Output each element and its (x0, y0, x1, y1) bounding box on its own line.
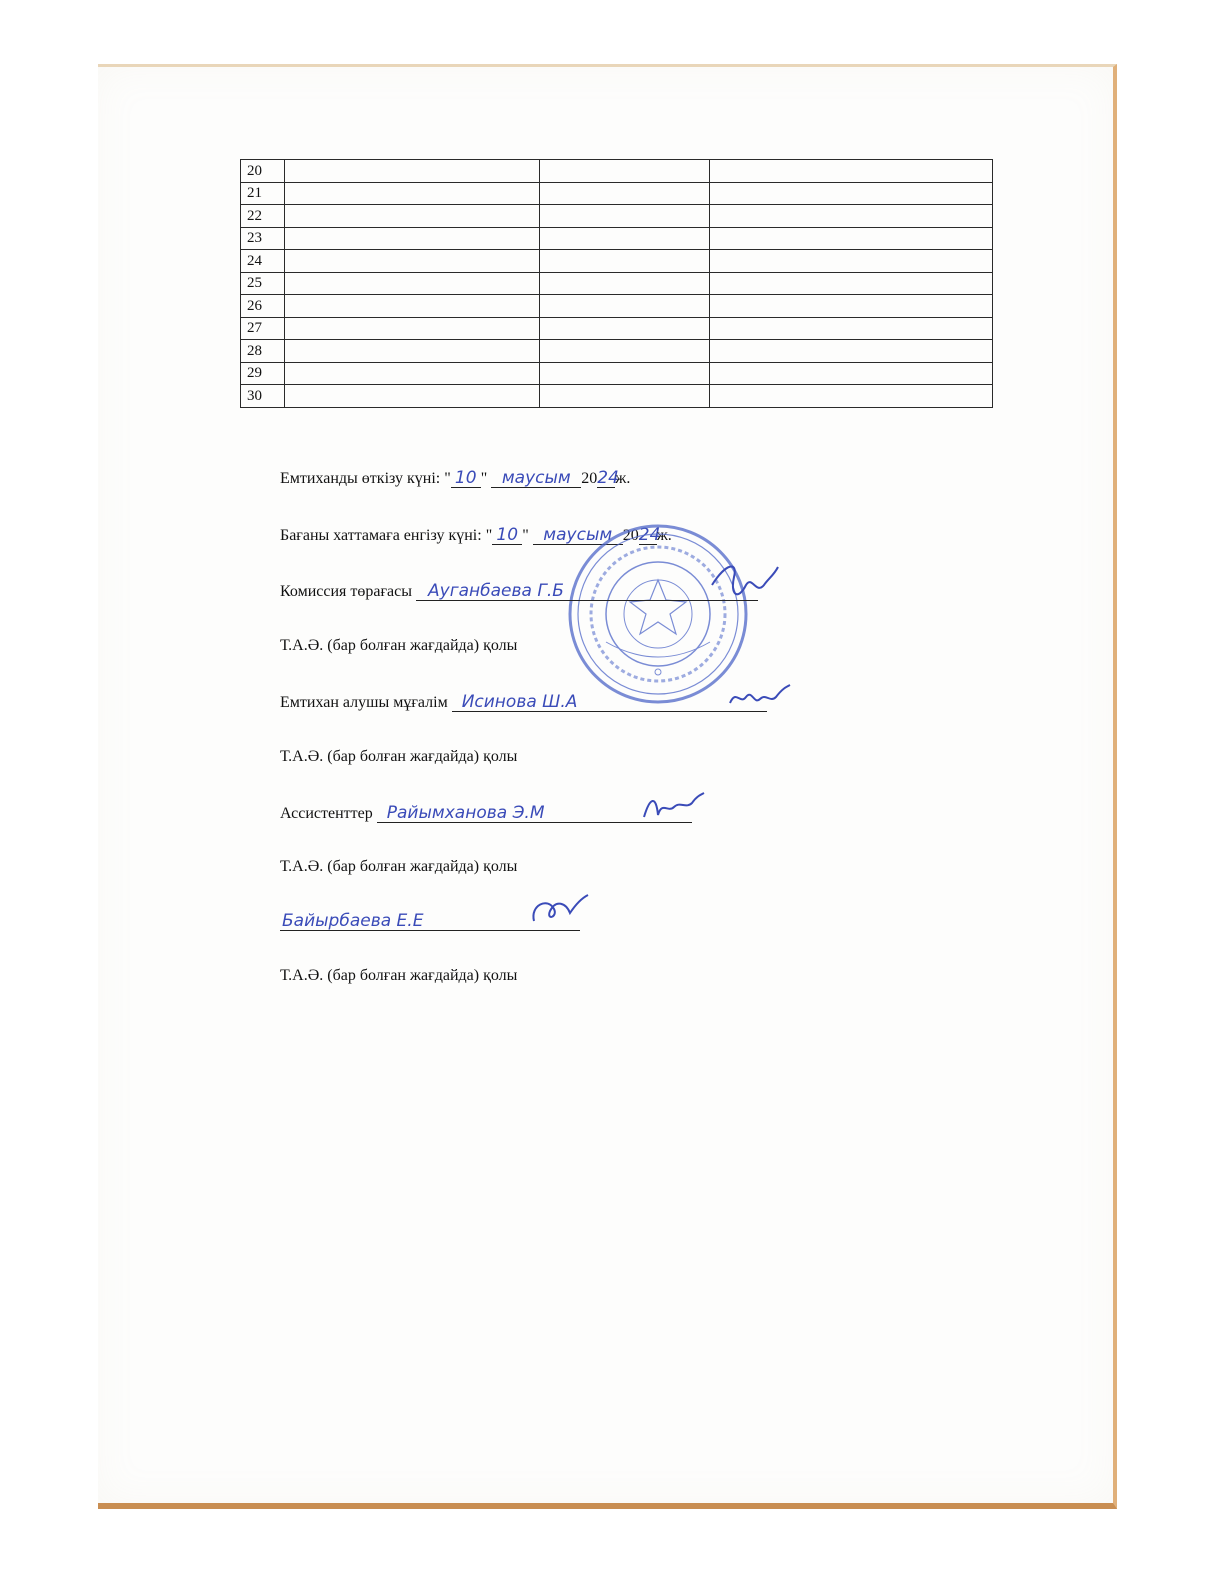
table-cell (285, 227, 540, 250)
table-cell (285, 182, 540, 205)
row-number: 28 (241, 340, 285, 363)
assistants-line: Ассистенттер Райымханова Э.М (280, 804, 692, 823)
paper-sheet (98, 64, 1117, 1509)
assistants-caption: Т.А.Ә. (бар болған жағдайда) қолы (280, 858, 518, 875)
row-number: 20 (241, 160, 285, 183)
assistant2-signature-icon (526, 887, 596, 935)
row-number: 29 (241, 362, 285, 385)
exam-date-line: Емтиханды өткізу күні: " 10 " маусым 2024ж. (280, 468, 631, 488)
assistants-name-handwritten: Райымханова Э.М (377, 804, 692, 823)
table-cell (540, 295, 710, 318)
teacher-line: Емтихан алушы мұғалім Исинова Ш.А (280, 693, 767, 712)
table-cell (540, 160, 710, 183)
table-row (241, 317, 993, 340)
table-cell (540, 205, 710, 228)
teacher-name-handwritten: Исинова Ш.А (452, 693, 767, 712)
chair-caption: Т.А.Ә. (бар болған жағдайда) қолы (280, 637, 518, 654)
entry-day-handwritten: 10 (492, 526, 522, 545)
grades-table (240, 159, 993, 408)
row-number: 25 (241, 272, 285, 295)
table-cell (710, 182, 993, 205)
row-number: 24 (241, 250, 285, 273)
teacher-signature-icon (726, 679, 796, 715)
table-cell (285, 385, 540, 408)
table-cell (540, 227, 710, 250)
entry-date-line: Бағаны хаттамаға енгізу күні: " 10 " маусым 2024ж. (280, 525, 672, 545)
table-cell (285, 362, 540, 385)
chair-signature-icon (708, 555, 783, 610)
row-number: 26 (241, 295, 285, 318)
table-cell (540, 272, 710, 295)
exam-day-handwritten: 10 (451, 469, 481, 488)
table-cell (285, 250, 540, 273)
row-number: 30 (241, 385, 285, 408)
teacher-caption: Т.А.Ә. (бар болған жағдайда) қолы (280, 748, 518, 765)
table-row (241, 295, 993, 318)
table-row (241, 340, 993, 363)
table-cell (710, 205, 993, 228)
table-cell (540, 250, 710, 273)
chair-line: Комиссия төрағасы Ауганбаева Г.Б (280, 582, 758, 601)
table-cell (285, 295, 540, 318)
table-cell (710, 227, 993, 250)
table-row (241, 250, 993, 273)
table-cell (710, 340, 993, 363)
table-row (241, 385, 993, 408)
table-cell (710, 250, 993, 273)
table-cell (710, 160, 993, 183)
row-number: 27 (241, 317, 285, 340)
assistant-signature-icon (638, 787, 708, 827)
table-cell (710, 272, 993, 295)
table-cell (285, 205, 540, 228)
table-cell (540, 385, 710, 408)
table-row (241, 272, 993, 295)
table-cell (540, 340, 710, 363)
exam-month-handwritten: маусым (491, 469, 581, 488)
row-number: 23 (241, 227, 285, 250)
table-cell (285, 160, 540, 183)
table-row (241, 160, 993, 183)
chair-name-handwritten: Ауганбаева Г.Б (416, 582, 758, 601)
entry-year-handwritten: 24 (638, 525, 661, 545)
table-row (241, 362, 993, 385)
table-cell (285, 272, 540, 295)
table-cell (710, 362, 993, 385)
table-cell (285, 317, 540, 340)
entry-month-handwritten: маусым (533, 526, 623, 545)
table-cell (710, 385, 993, 408)
table-cell (540, 182, 710, 205)
table-cell (540, 317, 710, 340)
table-row (241, 227, 993, 250)
table-row (241, 182, 993, 205)
table-cell (710, 317, 993, 340)
official-seal-icon (566, 522, 750, 706)
assistant2-name-handwritten: Байырбаева Е.Е (280, 912, 580, 931)
table-cell (710, 295, 993, 318)
row-number: 21 (241, 182, 285, 205)
exam-year-handwritten: 24 (597, 468, 619, 488)
assistant2-caption: Т.А.Ә. (бар болған жағдайда) қолы (280, 967, 518, 984)
table-cell (285, 340, 540, 363)
table-row (241, 205, 993, 228)
row-number: 22 (241, 205, 285, 228)
table-cell (540, 362, 710, 385)
